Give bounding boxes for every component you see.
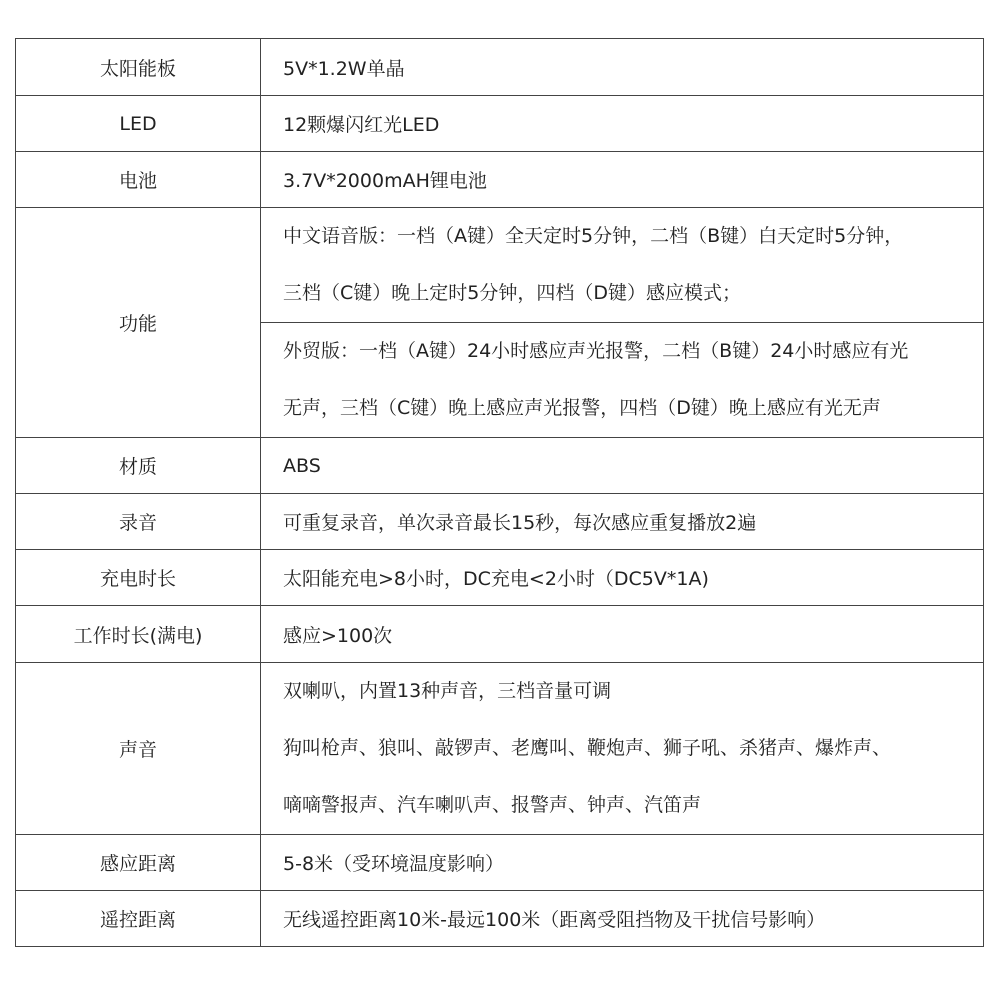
value-cell: ABS (261, 438, 984, 494)
label-cell: 录音 (16, 494, 261, 550)
label-cell: 电池 (16, 152, 261, 208)
table-row (16, 835, 984, 891)
value-cell: 可重复录音，单次录音最长15秒，每次感应重复播放2遍 (261, 494, 984, 550)
value-cell: 5V*1.2W单晶 (261, 39, 984, 96)
value-line: 无声，三档（C键）晚上感应声光报警，四档（D键）晚上感应有光无声 (283, 397, 881, 419)
value-cell-function-export (261, 323, 984, 438)
value-line: 中文语音版：一档（A键）全天定时5分钟，二档（B键）白天定时5分钟， (283, 225, 904, 247)
table-row (16, 663, 984, 835)
table-row (16, 438, 984, 494)
table-row (16, 39, 984, 96)
value-cell-function-cn (261, 208, 984, 323)
table-row (16, 96, 984, 152)
value-cell: 5-8米（受环境温度影响） (261, 835, 984, 891)
value-cell: 太阳能充电>8小时，DC充电<2小时（DC5V*1A) (261, 550, 984, 606)
label-cell: 声音 (16, 663, 261, 835)
value-line: 嘀嘀警报声、汽车喇叭声、报警声、钟声、汽笛声 (283, 794, 702, 816)
spec-table (15, 38, 984, 947)
value-cell: 感应>100次 (261, 606, 984, 663)
table-row (16, 208, 984, 323)
label-cell: 充电时长 (16, 550, 261, 606)
value-cell: 无线遥控距离10米-最远100米（距离受阻挡物及干扰信号影响） (261, 891, 984, 947)
label-cell: 遥控距离 (16, 891, 261, 947)
value-line: 三档（C键）晚上定时5分钟，四档（D键）感应模式； (283, 282, 741, 304)
value-line: 狗叫枪声、狼叫、敲锣声、老鹰叫、鞭炮声、狮子吼、杀猪声、爆炸声、 (283, 737, 892, 759)
label-cell: 感应距离 (16, 835, 261, 891)
label-cell: 材质 (16, 438, 261, 494)
table-row (16, 152, 984, 208)
value-cell-sounds (261, 663, 984, 835)
table-row (16, 550, 984, 606)
value-line: 双喇叭，内置13种声音，三档音量可调 (283, 680, 612, 702)
label-cell: 太阳能板 (16, 39, 261, 96)
table-row (16, 606, 984, 663)
table-row (16, 891, 984, 947)
label-cell: 工作时长(满电) (16, 606, 261, 663)
label-cell: 功能 (16, 208, 261, 438)
table-row (16, 494, 984, 550)
value-line: 外贸版：一档（A键）24小时感应声光报警，二档（B键）24小时感应有光 (283, 340, 909, 362)
value-cell: 3.7V*2000mAH锂电池 (261, 152, 984, 208)
value-cell: 12颗爆闪红光LED (261, 96, 984, 152)
label-cell: LED (16, 96, 261, 152)
